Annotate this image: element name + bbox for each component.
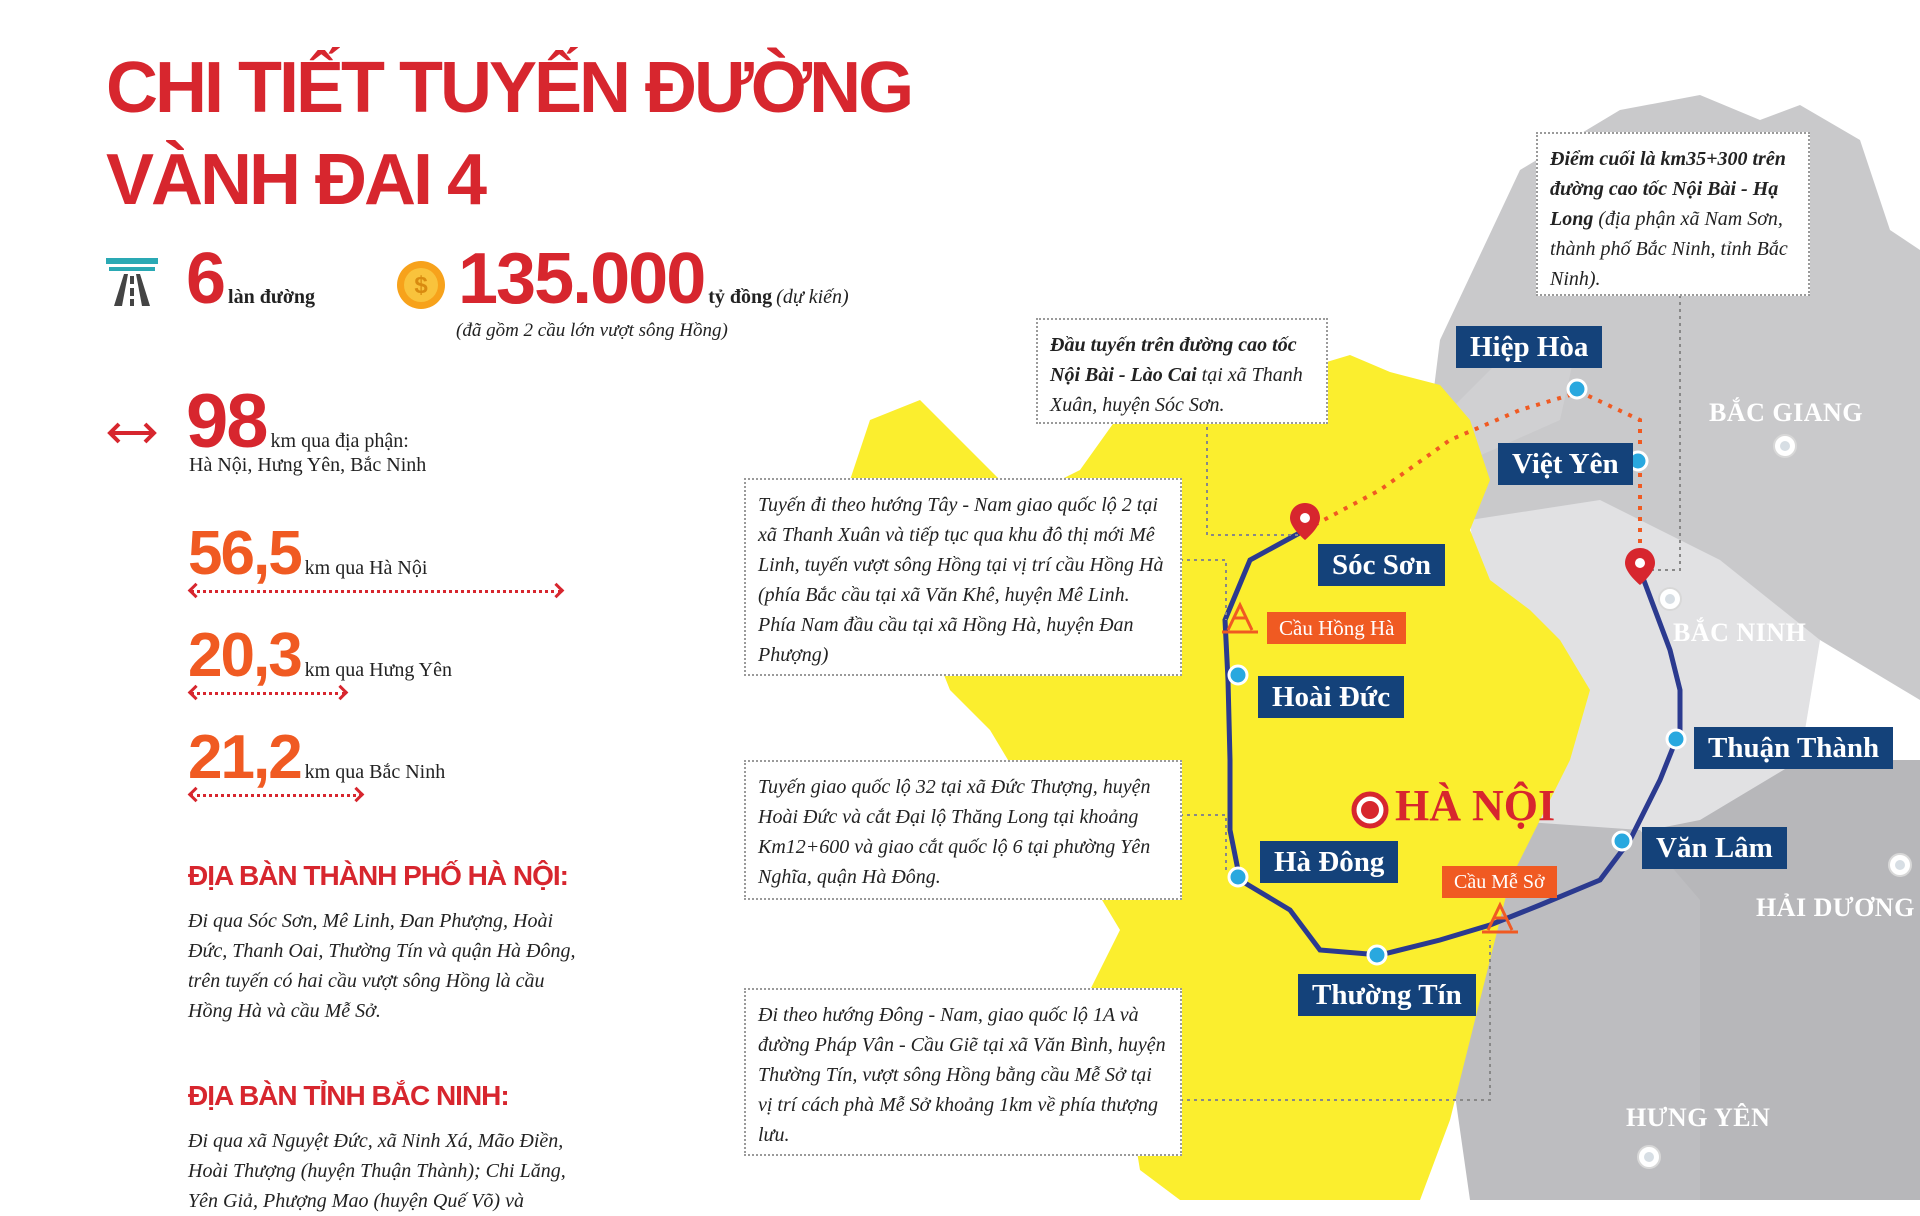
segment-hungyen-arrow xyxy=(190,692,346,695)
van-lam-point xyxy=(1613,832,1631,850)
length-unit: km qua địa phận: xyxy=(270,430,409,452)
title-line-2: VÀNH ĐAI 4 xyxy=(106,140,485,220)
hanoi-section-heading: ĐỊA BÀN THÀNH PHỐ HÀ NỘI: xyxy=(188,860,568,891)
label-me-so-bridge: Cầu Mễ Sở xyxy=(1442,866,1557,898)
page-title xyxy=(106,42,911,226)
note-southeast: Đi theo hướng Đông - Nam, giao quốc lộ 1A và đường Pháp Vân - Cầu Giẽ tại xã Văn Bình, huyện Thường Tín, vượt sông Hồng bằng cầu Mễ Sở tại vị trí cách phà Mễ Sở khoảng 1km về phía thượng lưu. xyxy=(744,988,1182,1156)
segment-hanoi-arrow xyxy=(190,590,562,593)
thuan-thanh-point xyxy=(1667,730,1685,748)
label-hung-yen: HƯNG YÊN xyxy=(1626,1103,1771,1132)
segment-hanoi xyxy=(188,518,427,589)
segment-unit: km qua Hà Nội xyxy=(304,557,428,579)
segment-unit: km qua Hưng Yên xyxy=(304,659,452,681)
note-start-bold: Đầu tuyến trên đường cao tốc Nội Bài - Lào Cai xyxy=(1050,334,1297,386)
text-line: Yên Giả, Phượng Mao (huyện Quế Võ) và xyxy=(188,1190,524,1212)
segment-unit: km qua Bắc Ninh xyxy=(304,761,446,783)
note-southwest: Tuyến đi theo hướng Tây - Nam giao quốc lộ 2 tại xã Thanh Xuân và tiếp tục qua khu đô thị mới Mê Linh, tuyến vượt sông Hồng tại vị trí cầu Hồng Hà (phía Bắc cầu tại xã Văn Khê, huyện Mê Linh. Phía Nam đầu cầu tại xã Hồng Hà, huyện Đan Phượng) xyxy=(744,478,1182,676)
label-thuan-thanh: Thuận Thành xyxy=(1694,727,1893,769)
cost-unit: tỷ đồng xyxy=(708,286,773,308)
segment-bacninh-arrow xyxy=(190,794,362,797)
text-line: Hoài Thượng (huyện Thuận Thành); Chi Lăng, xyxy=(188,1160,566,1182)
segment-value: 21,2 xyxy=(188,723,301,792)
hanoi-section-text xyxy=(188,906,576,1026)
length-stat xyxy=(186,378,409,465)
label-van-lam: Văn Lâm xyxy=(1642,827,1787,869)
ha-dong-point xyxy=(1229,868,1247,886)
length-value: 98 xyxy=(186,379,267,464)
hiep-hoa-point xyxy=(1568,380,1586,398)
note-start-rest: tại xã Thanh Xuân, huyện Sóc Sơn. xyxy=(1050,364,1303,416)
segment-hungyen xyxy=(188,620,452,691)
label-soc-son: Sóc Sơn xyxy=(1318,544,1445,586)
bacninh-section-heading: ĐỊA BÀN TỈNH BẮC NINH: xyxy=(188,1080,509,1111)
label-hong-ha-bridge: Cầu Hồng Hà xyxy=(1267,612,1406,644)
label-hoai-duc: Hoài Đức xyxy=(1258,676,1404,718)
cost-note: (đã gồm 2 cầu lớn vượt sông Hồng) xyxy=(456,320,728,341)
double-arrow-icon xyxy=(106,421,158,445)
segment-value: 56,5 xyxy=(188,519,301,588)
text-line: Đi qua xã Nguyệt Đức, xã Ninh Xá, Mão Điền, xyxy=(188,1130,564,1152)
text-line: Đi qua Sóc Sơn, Mê Linh, Đan Phượng, Hoài xyxy=(188,910,554,932)
cost-value: 135.000 xyxy=(458,239,705,319)
note-end-rest: (địa phận xã Nam Sơn, thành phố Bắc Ninh, tỉnh Bắc Ninh). xyxy=(1550,208,1788,290)
road-lanes-icon xyxy=(106,258,158,308)
svg-text:$: $ xyxy=(414,272,428,299)
thuong-tin-point xyxy=(1368,946,1386,964)
label-viet-yen: Việt Yên xyxy=(1498,443,1633,485)
lanes-stat xyxy=(186,238,315,320)
cost-stat xyxy=(458,238,849,320)
length-places: Hà Nội, Hưng Yên, Bắc Ninh xyxy=(189,454,427,476)
label-hiep-hoa: Hiệp Hòa xyxy=(1456,326,1602,368)
label-bac-ninh: BẮC NINH xyxy=(1673,618,1807,647)
lanes-value: 6 xyxy=(186,239,225,319)
lanes-unit: làn đường xyxy=(228,286,316,308)
cost-unit-note: (dự kiến) xyxy=(776,286,849,308)
hoai-duc-point xyxy=(1229,666,1247,684)
label-ha-dong: Hà Đông xyxy=(1260,841,1398,883)
label-hai-duong: HẢI DƯƠNG xyxy=(1756,893,1915,922)
segment-bacninh xyxy=(188,722,445,793)
note-end-point xyxy=(1536,132,1810,296)
note-end-bold: Điểm cuối là km35+300 trên đường cao tốc Nội Bài - Hạ Long xyxy=(1550,148,1786,230)
label-bac-giang: BẮC GIANG xyxy=(1709,398,1864,427)
coin-icon xyxy=(396,260,446,310)
text-line: Hồng Hà và cầu Mễ Sở. xyxy=(188,1000,381,1022)
text-line: Đức, Thanh Oai, Thường Tín và quận Hà Đông, xyxy=(188,940,576,962)
note-qlo32: Tuyến giao quốc lộ 32 tại xã Đức Thượng, huyện Hoài Đức và cắt Đại lộ Thăng Long tại khoảng Km12+600 và giao cắt quốc lộ 6 tại phường Yên Nghĩa, quận Hà Đông. xyxy=(744,760,1182,900)
bacninh-section-text xyxy=(188,1126,566,1216)
label-thuong-tin: Thường Tín xyxy=(1298,974,1476,1016)
text-line: trên tuyến có hai cầu vượt sông Hồng là cầu xyxy=(188,970,545,992)
title-line-1: CHI TIẾT TUYẾN ĐƯỜNG xyxy=(106,48,912,128)
label-hanoi: HÀ NỘI xyxy=(1395,781,1556,830)
segment-value: 20,3 xyxy=(188,621,301,690)
note-start-point xyxy=(1036,318,1328,424)
